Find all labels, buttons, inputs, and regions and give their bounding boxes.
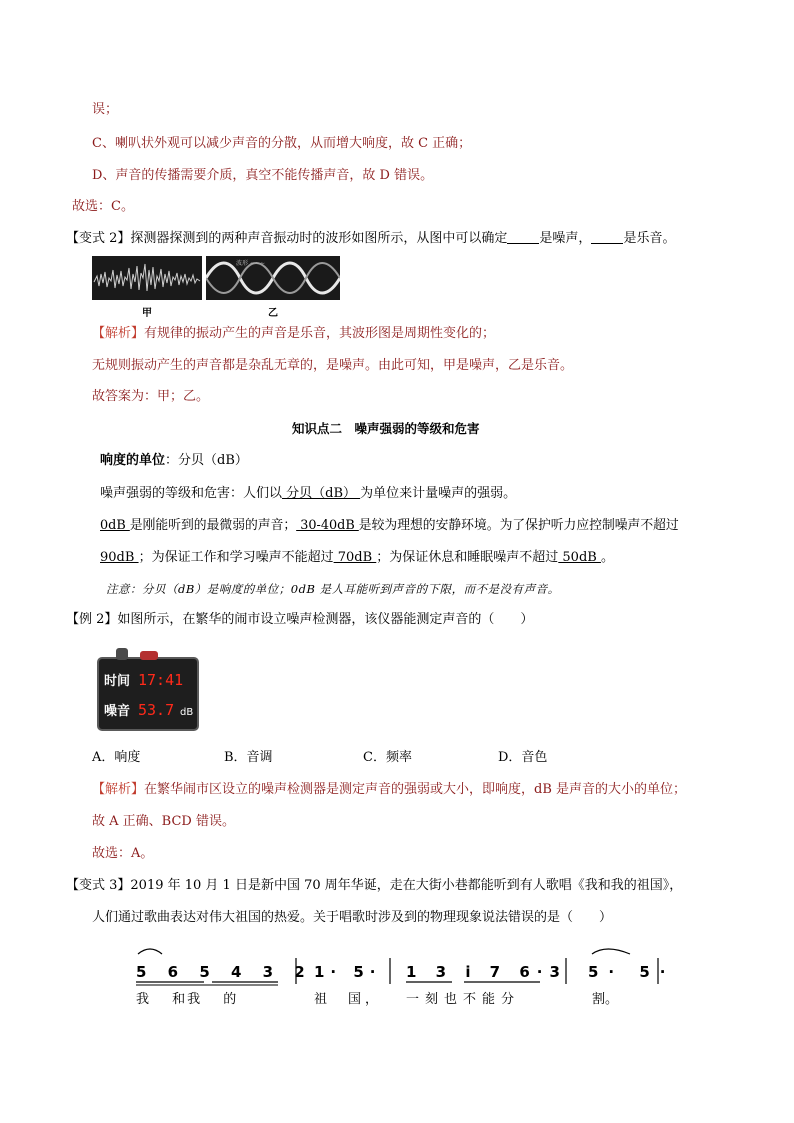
- unit-line: [100, 452, 248, 470]
- db-text-5: 。: [600, 550, 614, 565]
- example2-analysis-1: [92, 781, 686, 799]
- variant2-text-a: 探测器探测到的两种声音振动时的波形如图所示，从图中可以确定: [130, 231, 508, 246]
- noise-waveform-caption: 甲: [142, 308, 152, 319]
- variant2-tag: 【变式 2】: [66, 231, 131, 246]
- analysis-tag: 【解析】: [92, 326, 145, 341]
- example2-tag: 【例 2】: [66, 612, 118, 627]
- example2-question: [66, 611, 533, 629]
- answer-blank-2[interactable]: [591, 230, 623, 244]
- example2-text: 如图所示，在繁华的闹市设立噪声检测器，该仪器能测定声音的（ ）: [117, 612, 534, 627]
- levels-underlined: 分贝（dB）: [282, 486, 361, 501]
- variant3-question-1: [66, 877, 682, 895]
- db-90: 90dB: [100, 550, 139, 565]
- noise-waveform-icon: [92, 256, 202, 300]
- db-70: 70dB: [333, 550, 377, 565]
- music-waveform-image: [206, 256, 340, 300]
- prev-line-1: 误；: [92, 102, 119, 117]
- variant2-analysis-2: 无规则振动产生的声音都是杂乱无章的，是噪声。由此可知，甲是噪声，乙是乐音。: [92, 358, 574, 373]
- notes-group-2: 1· 5·: [314, 963, 382, 981]
- variant3-text-1: 2019 年 10 月 1 日是新中国 70 周年华诞，走在大街小巷都能听到有人歌唱《我和我的祖国》，: [130, 878, 683, 893]
- prev-option-d: D、声音的传播需要介质，真空不能传播声音，故 D 错误。: [92, 168, 434, 183]
- music-score: [130, 940, 670, 1010]
- db-range-line-2: [100, 549, 614, 567]
- section-title: 知识点二 噪声强弱的等级和危害: [292, 421, 480, 436]
- prev-answer: 故选：C。: [72, 199, 134, 214]
- option-c[interactable]: C．频率: [363, 750, 412, 765]
- option-b[interactable]: B．音调: [224, 750, 273, 765]
- db-text-3: ；为保证工作和学习噪声不能超过: [138, 550, 334, 565]
- lyrics-1: 我 和我 的: [136, 992, 239, 1007]
- variant2-analysis-1: [92, 325, 495, 343]
- meter-noise-label: 噪音: [104, 704, 131, 719]
- db-50: 50dB: [558, 550, 601, 565]
- music-score-graphic: [130, 940, 670, 1010]
- meter-unit: dB: [180, 707, 194, 718]
- db-30-40: 30-40dB: [296, 518, 359, 533]
- lyrics-4: 割。: [592, 992, 619, 1007]
- variant3-question-2: 人们通过歌曲表达对伟大祖国的热爱。关于唱歌时涉及到的物理现象说法错误的是（ ）: [92, 910, 613, 925]
- noise-meter-image: [96, 648, 202, 732]
- db-range-line-1: [100, 517, 679, 535]
- answer-blank-1[interactable]: [507, 230, 539, 244]
- example2-analysis-2: 故 A 正确、BCD 错误。: [92, 814, 235, 829]
- meter-time-value: 17:41: [138, 671, 184, 689]
- notes-group-3: 1 3 i 7 6·3: [406, 963, 567, 981]
- waveform-device-label: 波形 ∼∼∼: [236, 260, 265, 267]
- sine-waveform-icon: [206, 256, 340, 300]
- levels-text-a: 噪声强弱的等级和危害：人们以: [100, 486, 283, 501]
- lyrics-3: 一刻也不能分: [406, 992, 521, 1007]
- notes-group-4: 5· 5·: [588, 963, 670, 981]
- levels-line: [100, 485, 516, 503]
- db-0: 0dB: [100, 518, 130, 533]
- variant2-question: [66, 230, 675, 248]
- variant2-text-c: 是乐音。: [623, 231, 676, 246]
- music-waveform-caption: 乙: [268, 308, 278, 319]
- analysis-text: 有规律的振动产生的声音是乐音，其波形图是周期性变化的；: [144, 326, 496, 341]
- db-text-4: ；为保证休息和睡眠噪声不超过: [376, 550, 559, 565]
- db-text-2: 是较为理想的安静环境。为了保护听力应控制噪声不超过: [358, 518, 679, 533]
- meter-noise-value: 53.7: [138, 701, 175, 719]
- prev-option-c: C、喇叭状外观可以减少声音的分散，从而增大响度，故 C 正确；: [92, 136, 472, 151]
- variant2-text-b: 是噪声，: [539, 231, 592, 246]
- unit-label: 响度的单位: [100, 453, 166, 468]
- example2-answer: 故选：A。: [92, 846, 154, 861]
- option-a[interactable]: A．响度: [92, 750, 141, 765]
- noise-meter: [96, 648, 202, 732]
- analysis-text-2: 在繁华闹市区设立的噪声检测器是测定声音的强弱或大小，即响度，dB 是声音的大小的单位；: [144, 782, 687, 797]
- levels-text-b: 为单位来计量噪声的强弱。: [360, 486, 517, 501]
- option-d[interactable]: D．音色: [498, 750, 548, 765]
- meter-time-label: 时间: [104, 674, 131, 689]
- note-line: 注意：分贝（dB）是响度的单位；0dB 是人耳能听到声音的下限，而不是没有声音。: [106, 582, 560, 596]
- noise-waveform-image: [92, 256, 202, 300]
- analysis-tag-2: 【解析】: [92, 782, 145, 797]
- variant2-answer: 故答案为：甲；乙。: [92, 389, 210, 404]
- lyrics-2: 祖 国，: [314, 992, 383, 1007]
- variant3-tag: 【变式 3】: [66, 878, 131, 893]
- notes-group-1: 5 6 5 4 3 2: [136, 963, 313, 981]
- db-text-1: 是刚能听到的最微弱的声音；: [129, 518, 297, 533]
- unit-value: ：分贝（dB）: [165, 453, 248, 468]
